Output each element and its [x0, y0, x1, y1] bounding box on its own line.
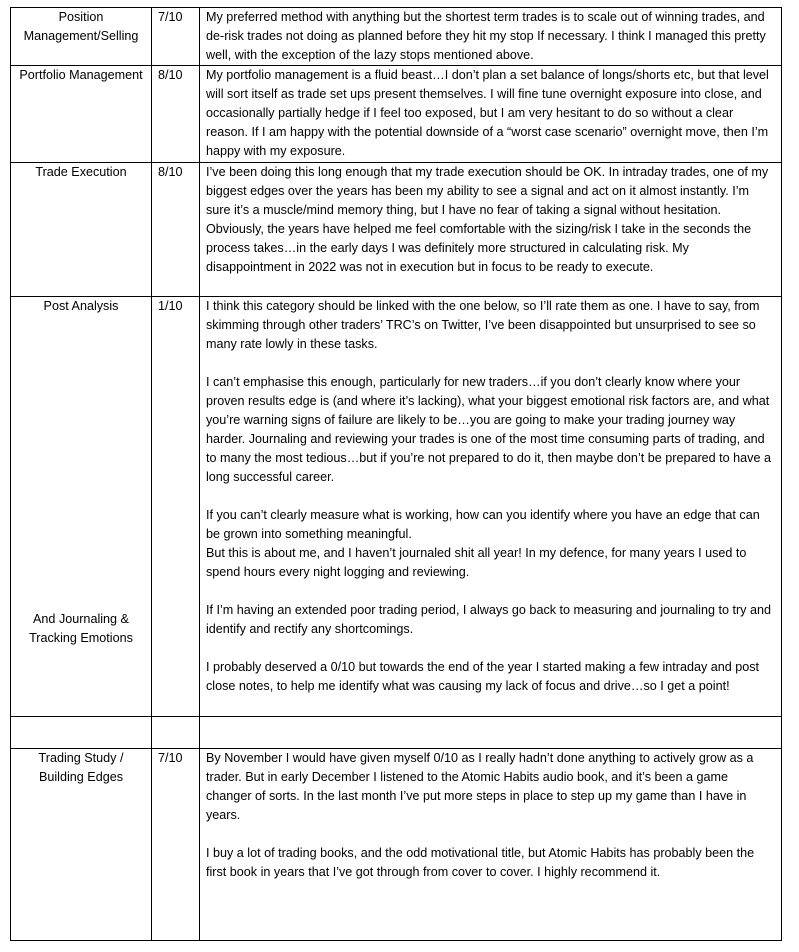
score-cell — [152, 717, 200, 749]
comment-cell — [200, 297, 782, 717]
table-row — [11, 297, 782, 717]
comment-paragraph: My portfolio management is a fluid beast…I don’t plan a set balance of longs/shorts etc, but that level will sort itself as trade set ups present themselves. I will fine tune overnight exposure into close, and occasionally partially hedge if I feel too exposed, but I am very hesitant to do so without a clear reason. If I am happy with the potential downside of a “worst case scenario” overnight move, then I’m happy with my exposure. — [206, 68, 769, 158]
category-cell — [11, 297, 152, 717]
category-cell — [11, 66, 152, 163]
comment-paragraph: I’ve been doing this long enough that my trade execution should be OK. In intraday trades, one of my biggest edges over the years has been my ability to see a signal and act on it almost instantly. I’m sure it’s a muscle/mind memory thing, but I have no fear of taking a signal without hesitation. Obviously, the years have helped me feel comfortable with the sizing/risk I take in the seconds the process takes…in the early days I was definitely more structured in calculating risk. My disappointment in 2022 was not in execution but in focus to be ready to execute. — [206, 165, 769, 274]
comment-paragraph: But this is about me, and I haven’t journaled shit all year! In my defence, for many years I used to spend hours every night logging and reviewing. — [206, 546, 747, 579]
table-row — [11, 749, 782, 941]
comment-cell — [200, 8, 782, 66]
trading-review-table — [10, 7, 782, 941]
comment-paragraph: I can’t emphasise this enough, particularly for new traders…if you don’t clearly know where your proven results edge is (and where it’s lacking), what your biggest emotional risk factors are, and what you’re warning signs of failure are likely to be…you are going to make your trading journey way harder. Journaling and reviewing your trades is one of the most time consuming parts of trading, and to many the most tedious…but if you’re not prepared to do it, then maybe don’t be prepared to have a long successful career. — [206, 375, 771, 484]
score-cell — [152, 8, 200, 66]
score-value: 7/10 — [158, 10, 183, 24]
score-cell — [152, 297, 200, 717]
comment-paragraph: My preferred method with anything but the shortest term trades is to scale out of winning trades, and de-risk trades not doing as planned before they hit my stop If necessary. I think I managed this pretty well, with the exception of the lazy stops mentioned above. — [206, 10, 766, 62]
score-cell — [152, 749, 200, 941]
category-label: Post Analysis — [43, 299, 119, 313]
table-row — [11, 717, 782, 749]
table-row — [11, 66, 782, 163]
comment-paragraph: I probably deserved a 0/10 but towards the end of the year I started making a few intraday and post close notes, to help me identify what was causing my lack of focus and drive…so I get a point! — [206, 660, 760, 693]
table-row — [11, 163, 782, 297]
comment-cell — [200, 163, 782, 297]
score-cell — [152, 66, 200, 163]
score-value: 8/10 — [158, 165, 183, 179]
comment-cell — [200, 717, 782, 749]
table-row — [11, 8, 782, 66]
comment-paragraph: I think this category should be linked with the one below, so I’ll rate them as one. I have to say, from skimming through other traders’ TRC’s on Twitter, I’ve been disappointed but unsurprised to see so many rate lowly in these tasks. — [206, 299, 760, 351]
category-label: Portfolio Management — [19, 68, 143, 82]
category-label: Trading Study / Building Edges — [38, 751, 124, 784]
category-cell — [11, 163, 152, 297]
score-value: 8/10 — [158, 68, 183, 82]
comment-cell — [200, 749, 782, 941]
category-label: Trade Execution — [35, 165, 127, 179]
comment-cell — [200, 66, 782, 163]
comment-paragraph: If I’m having an extended poor trading period, I always go back to measuring and journaling to try and identify and rectify any shortcomings. — [206, 603, 771, 636]
comment-paragraph: If you can’t clearly measure what is working, how can you identify where you have an edge that can be grown into something meaningful. — [206, 508, 760, 541]
category-label-secondary: And Journaling & Tracking Emotions — [29, 612, 133, 645]
category-cell — [11, 717, 152, 749]
score-value: 1/10 — [158, 299, 183, 313]
score-value: 7/10 — [158, 751, 183, 765]
comment-paragraph: I buy a lot of trading books, and the odd motivational title, but Atomic Habits has probably been the first book in years that I’ve got through from cover to cover. I highly recommend it. — [206, 846, 755, 879]
score-cell — [152, 163, 200, 297]
comment-paragraph: By November I would have given myself 0/10 as I really hadn’t done anything to actively grow as a trader. But in early December I listened to the Atomic Habits audio book, and it’s been a game changer of sorts. In the last month I’ve put more steps in place to step up my game than I have in years. — [206, 751, 754, 822]
category-cell — [11, 8, 152, 66]
category-label: Position Management/Selling — [23, 10, 139, 43]
category-cell — [11, 749, 152, 941]
